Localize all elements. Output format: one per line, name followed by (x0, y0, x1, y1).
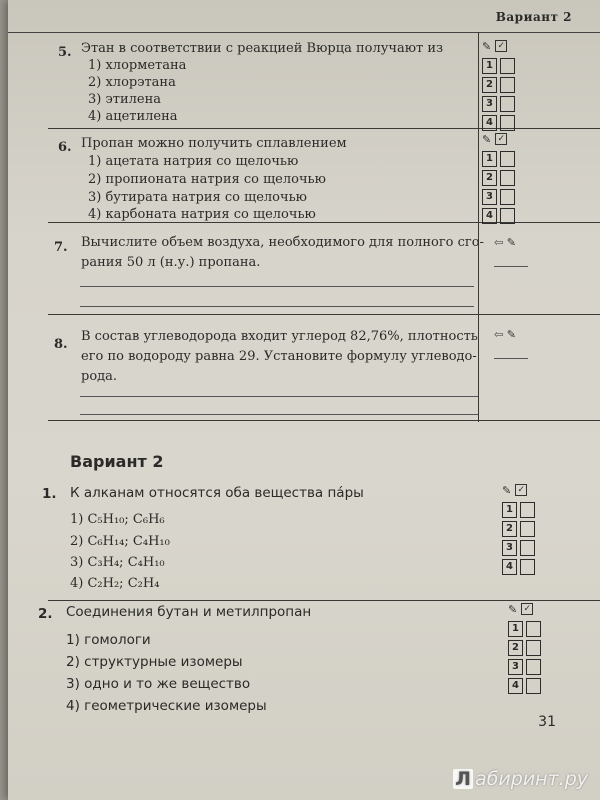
answer-option: 4) ацетилена (88, 109, 178, 124)
answer-number-box: 1 (482, 151, 497, 167)
answer-number-box: 4 (482, 208, 497, 224)
answer-number-box: 2 (508, 640, 523, 656)
answer-box-group (482, 133, 515, 225)
short-answer-line[interactable] (494, 266, 528, 267)
question-number: 5. (58, 45, 72, 60)
question-divider (48, 128, 600, 129)
question-text-line: рода. (81, 369, 118, 384)
answer-checkbox[interactable] (500, 151, 515, 167)
question-text-line: его по водороду равна 29. Установите формулу углеводо- (81, 349, 477, 364)
answer-option: 1) хлорметана (88, 58, 187, 73)
short-answer-line[interactable] (494, 358, 528, 359)
answer-option: 3) C₃H₄; C₄H₁₀ (70, 555, 165, 570)
answer-option: 1) ацетата натрия со щелочью (88, 154, 299, 169)
watermark-text: абиринт.ру (475, 768, 588, 790)
answer-option: 1) гомологи (66, 632, 151, 648)
answer-checkbox[interactable] (520, 521, 535, 537)
answer-number-box: 1 (508, 621, 523, 637)
answer-writing-line[interactable] (80, 306, 474, 307)
checkmark-box-icon: ✓ (521, 603, 533, 615)
checkmark-box-icon: ✓ (495, 133, 507, 145)
answer-option: 2) пропионата натрия со щелочью (88, 172, 326, 187)
question-text-line: рания 50 л (н.у.) пропана. (81, 255, 261, 270)
question-text: Пропан можно получить сплавлением (81, 136, 347, 151)
answer-option: 3) одно и то же вещество (66, 676, 251, 692)
answer-number-box: 1 (482, 58, 497, 74)
question-divider (48, 600, 600, 601)
question-divider (48, 314, 600, 315)
answer-number-box: 4 (502, 559, 517, 575)
answer-option: 3) этилена (88, 92, 161, 107)
answer-checkbox[interactable] (500, 77, 515, 93)
answer-writing-line[interactable] (80, 396, 478, 397)
question-number: 8. (54, 337, 68, 352)
answer-option: 2) структурные изомеры (66, 654, 243, 670)
answer-option: 2) хлорэтана (88, 75, 176, 90)
question-divider (48, 222, 600, 223)
pencil-icon: ✎ (482, 40, 492, 53)
answer-checkbox[interactable] (526, 640, 541, 656)
answer-number-box: 3 (502, 540, 517, 556)
question-text: Соединения бутан и метилпропан (66, 604, 312, 620)
question-divider (48, 420, 600, 421)
answer-writing-line[interactable] (80, 286, 474, 287)
answer-number-box: 3 (482, 96, 497, 112)
answer-box-group (508, 603, 541, 695)
answer-checkbox[interactable] (500, 170, 515, 186)
section-title: Вариант 2 (70, 452, 164, 471)
answer-checkbox[interactable] (500, 58, 515, 74)
answer-checkbox[interactable] (500, 208, 515, 224)
answer-box-group (482, 40, 515, 132)
answer-checkbox[interactable] (526, 621, 541, 637)
answer-option: 3) бутирата натрия со щелочью (88, 190, 307, 205)
book-page (8, 0, 600, 800)
page-number: 31 (538, 714, 556, 730)
question-text-line: Вычислите объем воздуха, необходимого для полного сго- (81, 235, 484, 250)
pencil-icon: ✎ (482, 133, 492, 146)
answer-number-box: 4 (508, 678, 523, 694)
question-number: 6. (58, 140, 72, 155)
hint-pencil-icons: ⇦ ✎ (494, 236, 516, 249)
answer-number-box: 4 (482, 115, 497, 131)
question-number: 2. (38, 606, 53, 622)
answer-writing-line[interactable] (80, 414, 478, 415)
pencil-icon: ✎ (502, 484, 512, 497)
answer-checkbox[interactable] (500, 96, 515, 112)
answer-checkbox[interactable] (526, 678, 541, 694)
answer-box-group (502, 484, 535, 576)
answer-number-box: 2 (482, 170, 497, 186)
answer-number-box: 2 (482, 77, 497, 93)
checkmark-box-icon: ✓ (515, 484, 527, 496)
answer-checkbox[interactable] (500, 189, 515, 205)
answer-option: 4) C₂H₂; C₂H₄ (70, 576, 160, 591)
question-number: 7. (54, 240, 68, 255)
question-text: К алканам относятся оба вещества пáры (70, 485, 364, 501)
hint-pencil-icons: ⇦ ✎ (494, 328, 516, 341)
answer-checkbox[interactable] (526, 659, 541, 675)
answer-number-box: 3 (508, 659, 523, 675)
answer-option: 2) C₆H₁₄; C₄H₁₀ (70, 534, 170, 549)
answer-option: 1) C₅H₁₀; C₆H₆ (70, 512, 165, 527)
watermark-logo (453, 768, 588, 790)
variant-header-label: Вариант 2 (495, 10, 572, 24)
answer-column-divider (478, 32, 479, 422)
question-text-line: В состав углеводорода входит углерод 82,76%, плотность (81, 329, 478, 344)
answer-option: 4) геометрические изомеры (66, 698, 267, 714)
checkmark-box-icon: ✓ (495, 40, 507, 52)
answer-number-box: 2 (502, 521, 517, 537)
answer-checkbox[interactable] (520, 502, 535, 518)
watermark-badge: Л (453, 769, 473, 789)
pencil-icon: ✎ (508, 603, 518, 616)
question-text: Этан в соответствии с реакцией Вюрца получают из (81, 41, 444, 56)
running-header (8, 0, 600, 33)
answer-checkbox[interactable] (520, 540, 535, 556)
answer-checkbox[interactable] (500, 115, 515, 131)
answer-option: 4) карбоната натрия со щелочью (88, 207, 316, 222)
answer-number-box: 3 (482, 189, 497, 205)
question-number: 1. (42, 486, 57, 502)
answer-checkbox[interactable] (520, 559, 535, 575)
answer-number-box: 1 (502, 502, 517, 518)
